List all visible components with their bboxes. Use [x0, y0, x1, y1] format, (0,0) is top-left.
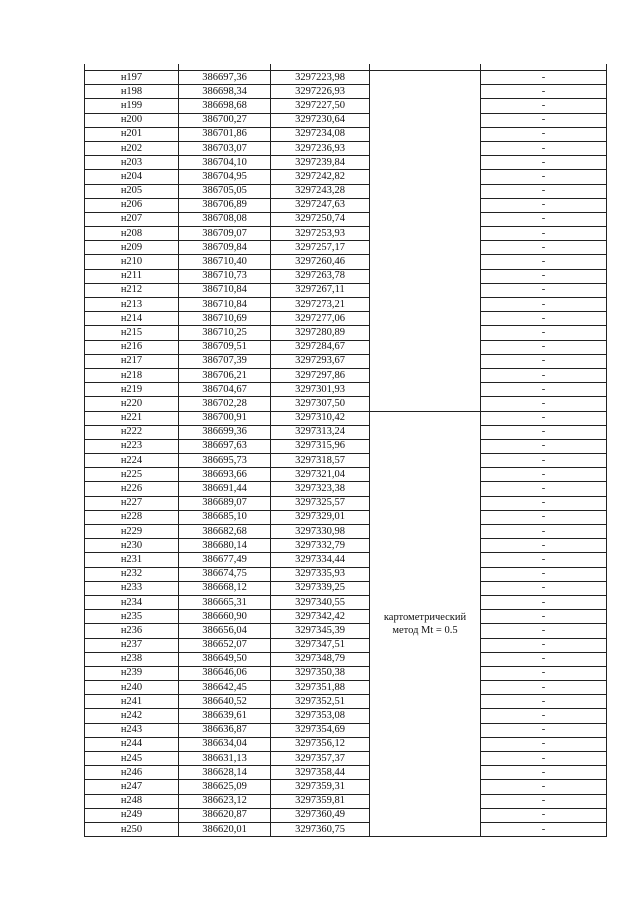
- point-name-cell: н246: [85, 766, 179, 780]
- point-name-cell: н247: [85, 780, 179, 794]
- note-cell: -: [481, 624, 607, 638]
- note-cell: -: [481, 113, 607, 127]
- note-cell: -: [481, 326, 607, 340]
- y-coordinate-cell: 3297335,93: [271, 567, 370, 581]
- x-coordinate-cell: 386709,07: [179, 227, 271, 241]
- y-coordinate-cell: 3297260,46: [271, 255, 370, 269]
- method-cell: картометрический метод Mt = 0.5: [370, 411, 481, 837]
- y-coordinate-cell: 3297345,39: [271, 624, 370, 638]
- x-coordinate-cell: 386704,67: [179, 383, 271, 397]
- note-cell: -: [481, 780, 607, 794]
- note-cell: -: [481, 595, 607, 609]
- note-cell: -: [481, 723, 607, 737]
- x-coordinate-cell: 386665,31: [179, 595, 271, 609]
- point-name-cell: н222: [85, 425, 179, 439]
- note-cell: -: [481, 510, 607, 524]
- note-cell: -: [481, 255, 607, 269]
- x-coordinate-cell: 386700,91: [179, 411, 271, 425]
- y-coordinate-cell: 3297356,12: [271, 737, 370, 751]
- table-row: [85, 496, 607, 510]
- table-row: [85, 439, 607, 453]
- note-cell: -: [481, 454, 607, 468]
- note-cell: -: [481, 638, 607, 652]
- point-name-cell: н204: [85, 170, 179, 184]
- note-cell: -: [481, 567, 607, 581]
- y-coordinate-cell: 3297321,04: [271, 468, 370, 482]
- y-coordinate-cell: 3297227,50: [271, 99, 370, 113]
- table-row: [85, 709, 607, 723]
- point-name-cell: н206: [85, 198, 179, 212]
- table-row: [85, 624, 607, 638]
- note-cell: -: [481, 695, 607, 709]
- point-name-cell: н227: [85, 496, 179, 510]
- x-coordinate-cell: 386649,50: [179, 652, 271, 666]
- table-row: [85, 539, 607, 553]
- note-cell: -: [481, 539, 607, 553]
- coordinates-table-sheet: [84, 64, 606, 837]
- y-coordinate-cell: 3297323,38: [271, 482, 370, 496]
- point-name-cell: н197: [85, 71, 179, 85]
- y-coordinate-cell: 3297243,28: [271, 184, 370, 198]
- x-coordinate-cell: 386656,04: [179, 624, 271, 638]
- x-coordinate-cell: 386700,27: [179, 113, 271, 127]
- note-cell: -: [481, 425, 607, 439]
- table-row: [85, 113, 607, 127]
- table-row: [85, 780, 607, 794]
- coordinates-table: [84, 64, 607, 837]
- point-name-cell: н230: [85, 539, 179, 553]
- point-name-cell: н212: [85, 283, 179, 297]
- x-coordinate-cell: 386702,28: [179, 397, 271, 411]
- y-coordinate-cell: 3297257,17: [271, 241, 370, 255]
- y-coordinate-cell: 3297226,93: [271, 85, 370, 99]
- x-coordinate-cell: 386703,07: [179, 141, 271, 155]
- y-coordinate-cell: 3297284,67: [271, 340, 370, 354]
- point-name-cell: н237: [85, 638, 179, 652]
- note-cell: -: [481, 298, 607, 312]
- table-row: [85, 141, 607, 155]
- y-coordinate-cell: 3297277,06: [271, 312, 370, 326]
- point-name-cell: н250: [85, 822, 179, 836]
- y-coordinate-cell: 3297307,50: [271, 397, 370, 411]
- note-cell: -: [481, 681, 607, 695]
- point-name-cell: н205: [85, 184, 179, 198]
- table-row: [85, 227, 607, 241]
- table-row: [85, 595, 607, 609]
- note-cell: -: [481, 652, 607, 666]
- y-coordinate-cell: 3297239,84: [271, 156, 370, 170]
- point-name-cell: н211: [85, 269, 179, 283]
- point-name-cell: н218: [85, 368, 179, 382]
- point-name-cell: н210: [85, 255, 179, 269]
- x-coordinate-cell: 386682,68: [179, 525, 271, 539]
- table-row: [85, 695, 607, 709]
- point-name-cell: н202: [85, 141, 179, 155]
- table-row: [85, 354, 607, 368]
- x-coordinate-cell: 386640,52: [179, 695, 271, 709]
- y-coordinate-cell: 3297223,98: [271, 71, 370, 85]
- table-row: [85, 454, 607, 468]
- x-coordinate-cell: 386680,14: [179, 539, 271, 553]
- point-name-cell: н213: [85, 298, 179, 312]
- table-row: [85, 681, 607, 695]
- point-name-cell: н200: [85, 113, 179, 127]
- x-coordinate-cell: 386698,34: [179, 85, 271, 99]
- point-name-cell: н243: [85, 723, 179, 737]
- y-coordinate-cell: 3297273,21: [271, 298, 370, 312]
- point-name-cell: н244: [85, 737, 179, 751]
- table-row: [85, 368, 607, 382]
- table-row: [85, 652, 607, 666]
- y-coordinate-cell: 3297315,96: [271, 439, 370, 453]
- note-cell: -: [481, 312, 607, 326]
- note-cell: -: [481, 184, 607, 198]
- point-name-cell: н224: [85, 454, 179, 468]
- note-cell: -: [481, 85, 607, 99]
- table-row: [85, 269, 607, 283]
- x-coordinate-cell: 386710,25: [179, 326, 271, 340]
- note-cell: -: [481, 340, 607, 354]
- y-coordinate-cell: 3297247,63: [271, 198, 370, 212]
- table-row: [85, 85, 607, 99]
- x-coordinate-cell: 386695,73: [179, 454, 271, 468]
- y-coordinate-cell: 3297360,75: [271, 822, 370, 836]
- note-cell: -: [481, 354, 607, 368]
- note-cell: -: [481, 383, 607, 397]
- note-cell: -: [481, 737, 607, 751]
- y-coordinate-cell: 3297318,57: [271, 454, 370, 468]
- point-name-cell: н240: [85, 681, 179, 695]
- table-row: [85, 127, 607, 141]
- note-cell: -: [481, 525, 607, 539]
- note-cell: -: [481, 666, 607, 680]
- y-coordinate-cell: 3297329,01: [271, 510, 370, 524]
- point-name-cell: н221: [85, 411, 179, 425]
- x-coordinate-cell: 386631,13: [179, 752, 271, 766]
- x-coordinate-cell: 386660,90: [179, 610, 271, 624]
- table-row: [85, 312, 607, 326]
- x-coordinate-cell: 386705,05: [179, 184, 271, 198]
- table-row: [85, 510, 607, 524]
- point-name-cell: н225: [85, 468, 179, 482]
- point-name-cell: н229: [85, 525, 179, 539]
- note-cell: -: [481, 468, 607, 482]
- x-coordinate-cell: 386691,44: [179, 482, 271, 496]
- y-coordinate-cell: 3297230,64: [271, 113, 370, 127]
- y-coordinate-cell: 3297310,42: [271, 411, 370, 425]
- note-cell: -: [481, 766, 607, 780]
- point-name-cell: н228: [85, 510, 179, 524]
- table-row: [85, 283, 607, 297]
- y-coordinate-cell: 3297332,79: [271, 539, 370, 553]
- point-name-cell: н203: [85, 156, 179, 170]
- note-cell: -: [481, 269, 607, 283]
- y-coordinate-cell: 3297339,25: [271, 581, 370, 595]
- x-coordinate-cell: 386668,12: [179, 581, 271, 595]
- point-name-cell: н198: [85, 85, 179, 99]
- y-coordinate-cell: 3297348,79: [271, 652, 370, 666]
- y-coordinate-cell: 3297301,93: [271, 383, 370, 397]
- point-name-cell: н215: [85, 326, 179, 340]
- note-cell: -: [481, 439, 607, 453]
- x-coordinate-cell: 386708,08: [179, 212, 271, 226]
- x-coordinate-cell: 386701,86: [179, 127, 271, 141]
- y-coordinate-cell: 3297325,57: [271, 496, 370, 510]
- point-name-cell: н199: [85, 99, 179, 113]
- note-cell: -: [481, 227, 607, 241]
- y-coordinate-cell: 3297342,42: [271, 610, 370, 624]
- table-row: [85, 156, 607, 170]
- note-cell: -: [481, 794, 607, 808]
- x-coordinate-cell: 386706,21: [179, 368, 271, 382]
- y-coordinate-cell: 3297330,98: [271, 525, 370, 539]
- x-coordinate-cell: 386710,69: [179, 312, 271, 326]
- x-coordinate-cell: 386636,87: [179, 723, 271, 737]
- x-coordinate-cell: 386620,87: [179, 808, 271, 822]
- table-row: [85, 340, 607, 354]
- point-name-cell: н241: [85, 695, 179, 709]
- table-row: [85, 822, 607, 836]
- point-name-cell: н234: [85, 595, 179, 609]
- point-name-cell: н232: [85, 567, 179, 581]
- y-coordinate-cell: 3297267,11: [271, 283, 370, 297]
- table-row: [85, 198, 607, 212]
- y-coordinate-cell: 3297351,88: [271, 681, 370, 695]
- point-name-cell: н239: [85, 666, 179, 680]
- note-cell: -: [481, 610, 607, 624]
- y-coordinate-cell: 3297263,78: [271, 269, 370, 283]
- coordinates-table-body: [85, 64, 607, 837]
- note-cell: -: [481, 368, 607, 382]
- x-coordinate-cell: 386707,39: [179, 354, 271, 368]
- table-row: [85, 397, 607, 411]
- y-coordinate-cell: 3297357,37: [271, 752, 370, 766]
- y-coordinate-cell: 3297340,55: [271, 595, 370, 609]
- note-cell: -: [481, 808, 607, 822]
- point-name-cell: н245: [85, 752, 179, 766]
- point-name-cell: н220: [85, 397, 179, 411]
- point-name-cell: н209: [85, 241, 179, 255]
- note-cell: -: [481, 709, 607, 723]
- y-coordinate-cell: 3297359,81: [271, 794, 370, 808]
- note-cell: -: [481, 241, 607, 255]
- table-row: [85, 581, 607, 595]
- y-coordinate-cell: 3297360,49: [271, 808, 370, 822]
- table-row: [85, 170, 607, 184]
- y-coordinate-cell: 3297234,08: [271, 127, 370, 141]
- x-coordinate-cell: 386709,84: [179, 241, 271, 255]
- table-row: [85, 482, 607, 496]
- y-coordinate-cell: 3297359,31: [271, 780, 370, 794]
- note-cell: -: [481, 71, 607, 85]
- point-name-cell: н236: [85, 624, 179, 638]
- table-row: [85, 468, 607, 482]
- y-coordinate-cell: 3297313,24: [271, 425, 370, 439]
- y-coordinate-cell: 3297354,69: [271, 723, 370, 737]
- point-name-cell: н226: [85, 482, 179, 496]
- note-cell: -: [481, 496, 607, 510]
- point-name-cell: н219: [85, 383, 179, 397]
- table-row: [85, 71, 607, 85]
- y-coordinate-cell: 3297236,93: [271, 141, 370, 155]
- x-coordinate-cell: 386677,49: [179, 553, 271, 567]
- note-cell: -: [481, 212, 607, 226]
- x-coordinate-cell: 386704,10: [179, 156, 271, 170]
- table-row: [85, 737, 607, 751]
- x-coordinate-cell: 386685,10: [179, 510, 271, 524]
- note-cell: -: [481, 397, 607, 411]
- y-coordinate-cell: 3297242,82: [271, 170, 370, 184]
- y-coordinate-cell: 3297253,93: [271, 227, 370, 241]
- x-coordinate-cell: 386642,45: [179, 681, 271, 695]
- y-coordinate-cell: 3297350,38: [271, 666, 370, 680]
- point-name-cell: н207: [85, 212, 179, 226]
- point-name-cell: н249: [85, 808, 179, 822]
- x-coordinate-cell: 386634,04: [179, 737, 271, 751]
- table-row: [85, 567, 607, 581]
- table-row: [85, 553, 607, 567]
- y-coordinate-cell: 3297334,44: [271, 553, 370, 567]
- x-coordinate-cell: 386710,84: [179, 283, 271, 297]
- y-coordinate-cell: 3297293,67: [271, 354, 370, 368]
- y-coordinate-cell: 3297352,51: [271, 695, 370, 709]
- note-cell: -: [481, 141, 607, 155]
- table-row: [85, 638, 607, 652]
- x-coordinate-cell: 386698,68: [179, 99, 271, 113]
- x-coordinate-cell: 386704,95: [179, 170, 271, 184]
- point-name-cell: н216: [85, 340, 179, 354]
- x-coordinate-cell: 386710,84: [179, 298, 271, 312]
- point-name-cell: н217: [85, 354, 179, 368]
- point-name-cell: н242: [85, 709, 179, 723]
- table-row: [85, 723, 607, 737]
- y-coordinate-cell: 3297358,44: [271, 766, 370, 780]
- x-coordinate-cell: 386693,66: [179, 468, 271, 482]
- x-coordinate-cell: 386652,07: [179, 638, 271, 652]
- x-coordinate-cell: 386697,63: [179, 439, 271, 453]
- x-coordinate-cell: 386625,09: [179, 780, 271, 794]
- note-cell: -: [481, 127, 607, 141]
- y-coordinate-cell: 3297280,89: [271, 326, 370, 340]
- table-row: [85, 255, 607, 269]
- point-name-cell: н231: [85, 553, 179, 567]
- point-name-cell: н238: [85, 652, 179, 666]
- x-coordinate-cell: 386628,14: [179, 766, 271, 780]
- x-coordinate-cell: 386710,40: [179, 255, 271, 269]
- y-coordinate-cell: 3297297,86: [271, 368, 370, 382]
- table-row: [85, 666, 607, 680]
- note-cell: -: [481, 752, 607, 766]
- method-cell-empty: [370, 71, 481, 412]
- y-coordinate-cell: 3297353,08: [271, 709, 370, 723]
- table-row: [85, 808, 607, 822]
- x-coordinate-cell: 386697,36: [179, 71, 271, 85]
- note-cell: -: [481, 822, 607, 836]
- x-coordinate-cell: 386689,07: [179, 496, 271, 510]
- table-row: [85, 752, 607, 766]
- note-cell: -: [481, 581, 607, 595]
- note-cell: -: [481, 156, 607, 170]
- note-cell: -: [481, 170, 607, 184]
- note-cell: -: [481, 411, 607, 425]
- x-coordinate-cell: 386674,75: [179, 567, 271, 581]
- x-coordinate-cell: 386699,36: [179, 425, 271, 439]
- table-row: [85, 298, 607, 312]
- y-coordinate-cell: 3297347,51: [271, 638, 370, 652]
- table-row: [85, 99, 607, 113]
- note-cell: -: [481, 198, 607, 212]
- x-coordinate-cell: 386639,61: [179, 709, 271, 723]
- table-row: [85, 525, 607, 539]
- point-name-cell: н214: [85, 312, 179, 326]
- x-coordinate-cell: 386706,89: [179, 198, 271, 212]
- table-row: [85, 794, 607, 808]
- table-row: [85, 326, 607, 340]
- table-row: [85, 184, 607, 198]
- table-row: [85, 766, 607, 780]
- note-cell: -: [481, 283, 607, 297]
- point-name-cell: н208: [85, 227, 179, 241]
- table-row: [85, 425, 607, 439]
- point-name-cell: н201: [85, 127, 179, 141]
- y-coordinate-cell: 3297250,74: [271, 212, 370, 226]
- note-cell: -: [481, 99, 607, 113]
- table-row: [85, 411, 607, 425]
- point-name-cell: н235: [85, 610, 179, 624]
- table-row: [85, 383, 607, 397]
- x-coordinate-cell: 386710,73: [179, 269, 271, 283]
- x-coordinate-cell: 386646,06: [179, 666, 271, 680]
- x-coordinate-cell: 386623,12: [179, 794, 271, 808]
- point-name-cell: н223: [85, 439, 179, 453]
- x-coordinate-cell: 386620,01: [179, 822, 271, 836]
- note-cell: -: [481, 553, 607, 567]
- table-row: [85, 241, 607, 255]
- point-name-cell: н248: [85, 794, 179, 808]
- table-row: [85, 610, 607, 624]
- point-name-cell: н233: [85, 581, 179, 595]
- table-row: [85, 212, 607, 226]
- note-cell: -: [481, 482, 607, 496]
- x-coordinate-cell: 386709,51: [179, 340, 271, 354]
